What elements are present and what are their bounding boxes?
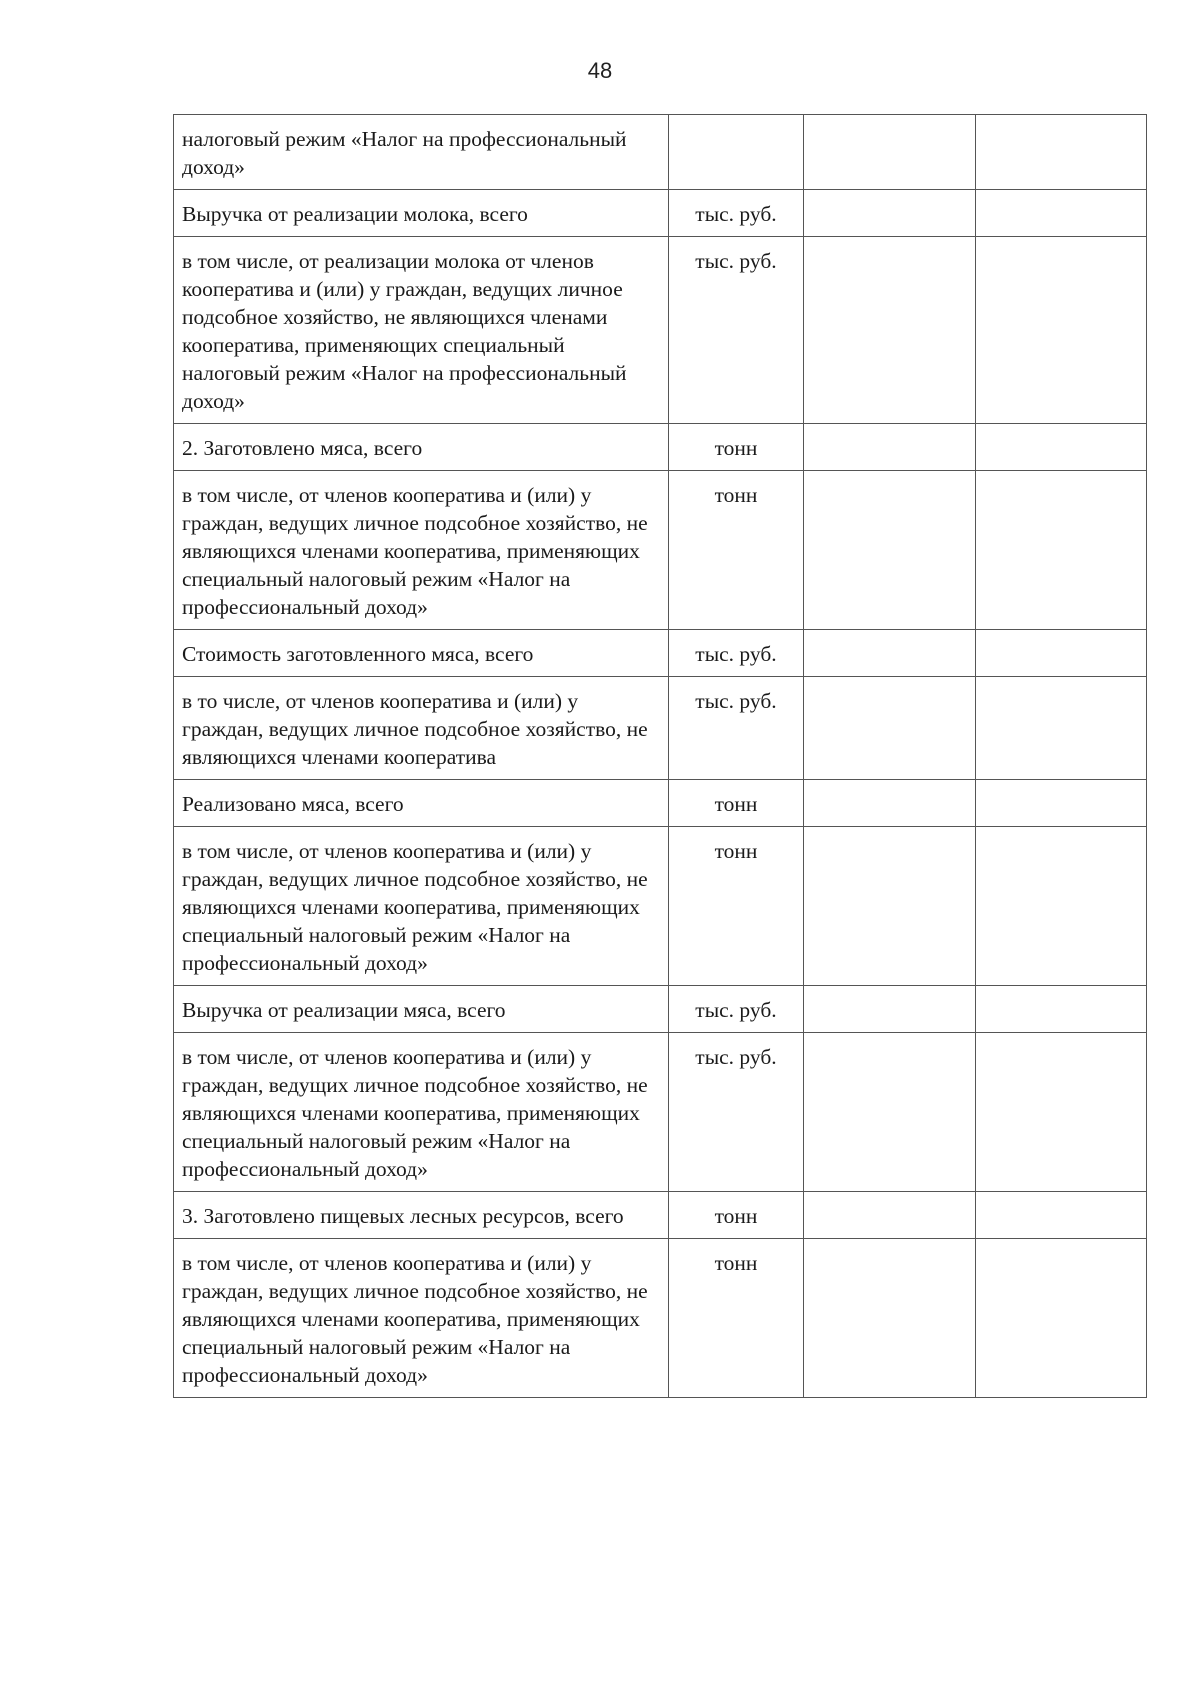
row-label-cell: в том числе, от членов кооператива и (или) у граждан, ведущих личное подсобное хозяйство, не являющихся членами кооператива, применяющих специальный налоговый режим «Налог на профессиональный доход» <box>174 1033 669 1192</box>
indicators-table <box>173 114 1147 1398</box>
value-cell-1 <box>804 1239 976 1398</box>
unit-cell: тыс. руб. <box>669 1033 804 1192</box>
row-label-cell: Выручка от реализации мяса, всего <box>174 986 669 1033</box>
unit-cell: тонн <box>669 827 804 986</box>
value-cell-2 <box>976 1192 1147 1239</box>
unit-cell: тыс. руб. <box>669 190 804 237</box>
table-row <box>174 1033 1147 1192</box>
row-label-cell: 2. Заготовлено мяса, всего <box>174 424 669 471</box>
table-row <box>174 115 1147 190</box>
row-label-cell: 3. Заготовлено пищевых лесных ресурсов, всего <box>174 1192 669 1239</box>
unit-cell: тыс. руб. <box>669 677 804 780</box>
table-row <box>174 630 1147 677</box>
unit-cell: тыс. руб. <box>669 237 804 424</box>
row-label-cell: налоговый режим «Налог на профессиональный доход» <box>174 115 669 190</box>
value-cell-2 <box>976 1033 1147 1192</box>
table-row <box>174 237 1147 424</box>
unit-cell: тыс. руб. <box>669 986 804 1033</box>
row-label-cell: Выручка от реализации молока, всего <box>174 190 669 237</box>
value-cell-2 <box>976 471 1147 630</box>
value-cell-2 <box>976 424 1147 471</box>
value-cell-1 <box>804 1033 976 1192</box>
value-cell-1 <box>804 677 976 780</box>
table-row <box>174 986 1147 1033</box>
table-row <box>174 1239 1147 1398</box>
table-row <box>174 1192 1147 1239</box>
row-label-cell: в том числе, от членов кооператива и (или) у граждан, ведущих личное подсобное хозяйство, не являющихся членами кооператива, применяющих специальный налоговый режим «Налог на профессиональный доход» <box>174 1239 669 1398</box>
value-cell-2 <box>976 1239 1147 1398</box>
table-row <box>174 424 1147 471</box>
value-cell-1 <box>804 424 976 471</box>
value-cell-2 <box>976 827 1147 986</box>
value-cell-2 <box>976 630 1147 677</box>
value-cell-1 <box>804 986 976 1033</box>
table-row <box>174 827 1147 986</box>
table-row <box>174 190 1147 237</box>
row-label-cell: Стоимость заготовленного мяса, всего <box>174 630 669 677</box>
value-cell-1 <box>804 471 976 630</box>
value-cell-1 <box>804 780 976 827</box>
unit-cell: тонн <box>669 424 804 471</box>
row-label-cell: в том числе, от членов кооператива и (или) у граждан, ведущих личное подсобное хозяйство, не являющихся членами кооператива, применяющих специальный налоговый режим «Налог на профессиональный доход» <box>174 827 669 986</box>
value-cell-2 <box>976 237 1147 424</box>
unit-cell: тонн <box>669 1239 804 1398</box>
table-row <box>174 677 1147 780</box>
unit-cell: тонн <box>669 1192 804 1239</box>
row-label-cell: в том числе, от членов кооператива и (или) у граждан, ведущих личное подсобное хозяйство, не являющихся членами кооператива, применяющих специальный налоговый режим «Налог на профессиональный доход» <box>174 471 669 630</box>
value-cell-1 <box>804 827 976 986</box>
value-cell-2 <box>976 986 1147 1033</box>
value-cell-1 <box>804 190 976 237</box>
unit-cell <box>669 115 804 190</box>
value-cell-1 <box>804 237 976 424</box>
unit-cell: тыс. руб. <box>669 630 804 677</box>
row-label-cell: в том числе, от реализации молока от членов кооператива и (или) у граждан, ведущих личное подсобное хозяйство, не являющихся членами кооператива, применяющих специальный налоговый режим «Налог на профессиональный доход» <box>174 237 669 424</box>
value-cell-1 <box>804 1192 976 1239</box>
value-cell-1 <box>804 115 976 190</box>
value-cell-2 <box>976 190 1147 237</box>
row-label-cell: Реализовано мяса, всего <box>174 780 669 827</box>
row-label-cell: в то числе, от членов кооператива и (или) у граждан, ведущих личное подсобное хозяйство, не являющихся членами кооператива <box>174 677 669 780</box>
unit-cell: тонн <box>669 780 804 827</box>
table-row <box>174 780 1147 827</box>
value-cell-2 <box>976 780 1147 827</box>
value-cell-2 <box>976 115 1147 190</box>
value-cell-1 <box>804 630 976 677</box>
table-row <box>174 471 1147 630</box>
value-cell-2 <box>976 677 1147 780</box>
unit-cell: тонн <box>669 471 804 630</box>
page-number: 48 <box>587 58 613 83</box>
